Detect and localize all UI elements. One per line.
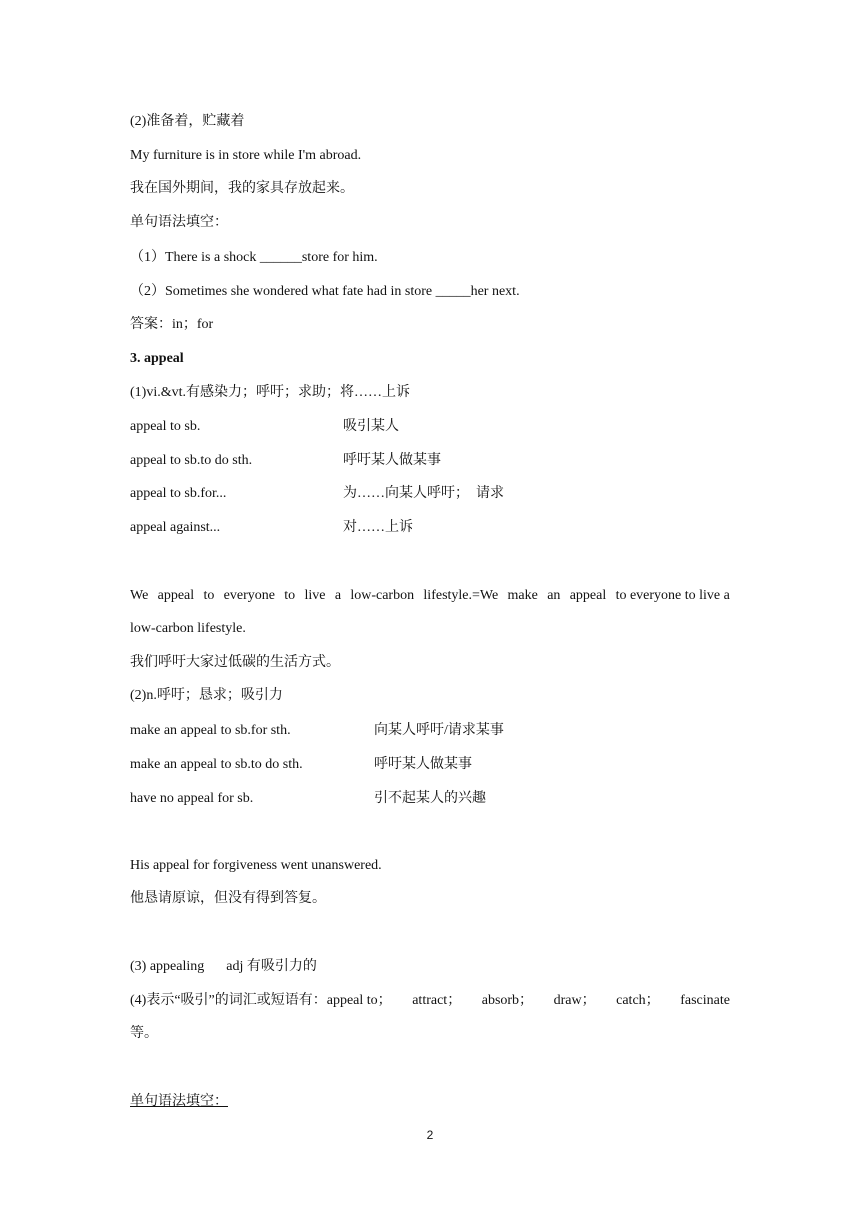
appeal-meaning-3: (3) appealing adj 有吸引力的: [130, 959, 317, 974]
appeal-example2-zh: 他恳请原谅，但没有得到答复。: [130, 891, 326, 906]
phrase-en: appeal against...: [130, 520, 221, 535]
store-meaning-2: (2)准备着，贮藏着: [130, 114, 245, 129]
phrase-zh: 呼吁某人做某事: [343, 453, 441, 468]
appeal-meaning-1: (1)vi.&vt.有感染力；呼吁；求助；将……上诉: [130, 385, 410, 400]
appeal-example2-en: His appeal for forgiveness went unanswered.: [130, 858, 382, 873]
phrase-en: make an appeal to sb.to do sth.: [130, 757, 303, 772]
phrase-en: make an appeal to sb.for sth.: [130, 723, 291, 738]
phrase-zh: 呼吁某人做某事: [374, 757, 472, 772]
appeal-example-en-line2: low-carbon lifestyle.: [130, 621, 246, 636]
store-example-en: My furniture is in store while I'm abroad.: [130, 148, 362, 163]
store-example-zh: 我在国外期间，我的家具存放起来。: [130, 181, 354, 196]
appeal-example-zh: 我们呼吁大家过低碳的生活方式。: [130, 655, 340, 670]
phrase-en: appeal to sb.: [130, 419, 201, 434]
exercise-item-1: （1）There is a shock ______store for him.: [130, 250, 378, 265]
phrase-zh: 向某人呼吁/请求某事: [374, 723, 504, 738]
phrase-zh: 对……上诉: [343, 520, 413, 535]
appeal-meaning-4-line1: (4)表示“吸引”的词汇或短语有：appeal to； attract； absorb； draw； catch； fascinate: [130, 993, 730, 1008]
phrase-zh: 引不起某人的兴趣: [374, 791, 486, 806]
page-number: 2: [426, 1128, 434, 1142]
phrase-en: appeal to sb.for...: [130, 486, 227, 501]
phrase-zh: 吸引某人: [343, 419, 399, 434]
appeal-meaning-2: (2)n.呼吁；恳求；吸引力: [130, 688, 283, 703]
appeal-example-en-line1: We appeal to everyone to live a low-carbon lifestyle.=We make an appeal to everyone to live a: [130, 588, 730, 603]
exercise-heading-2: 单句语法填空：: [130, 1094, 228, 1109]
appeal-meaning-4-line2: 等。: [130, 1026, 158, 1041]
phrase-zh: 为……向某人呼吁； 请求: [343, 486, 504, 501]
section-heading-appeal: 3. appeal: [130, 351, 184, 366]
exercise-heading: 单句语法填空：: [130, 215, 228, 230]
exercise-item-2: （2）Sometimes she wondered what fate had in store _____her next.: [130, 284, 520, 299]
answer-line: 答案：in；for: [130, 317, 214, 332]
phrase-en: appeal to sb.to do sth.: [130, 453, 253, 468]
phrase-en: have no appeal for sb.: [130, 791, 254, 806]
